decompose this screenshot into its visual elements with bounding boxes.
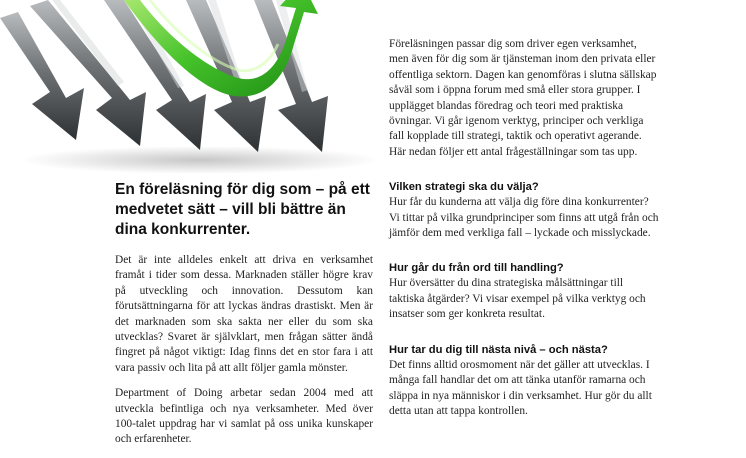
arrows-illustration-icon (0, 0, 380, 175)
headline: En föreläsning för dig som – på ett medvetet sätt – vill bli bättre än dina konkurrenter. (115, 181, 370, 238)
left-column (115, 180, 373, 458)
paragraph-intro: Det är inte alldeles enkelt att driva en verksamhet framåt i tider som dessa. Marknaden ställer högre krav på utveckling och innovation. Dessutom kan förutsättningarna för att lyckas ändras drastiskt. Men är det marknaden som ska sakta ner eller du som ska utvecklas? Svaret är självklart, men frågan sätter ändå fingret på något viktigt: Idag finns det en stor fara i att vara passiv och lita på att allt följer gamla mönster. (115, 254, 373, 374)
section-text: Hur får du kunderna att välja dig före dina konkurrenter? Vi tittar på vilka grundprinciper som finns att utgå från och jämför dem med verkliga fall – lyckade och misslyckade. (389, 196, 659, 240)
section-heading: Hur tar du dig till nästa nivå – och nästa? (389, 343, 608, 356)
section-text: Hur översätter du dina strategiska målsättningar till taktiska åtgärder? Vi visar exempel på vilka verktyg och insatser som ger konkreta resultat. (389, 277, 646, 321)
paragraph-audience: Föreläsningen passar dig som driver egen verksamhet, men även för dig som är tjänsteman inom den privata eller offentliga sektorn. Dagen kan genomföras i slutna sällskap såväl som i öppna forum med små eller stora grupper. I upplägget blandas föredrag och teori med praktiska övningar. Vi går igenom verktyg, principer och verkliga fall kopplade till strategi, taktik och operativt agerande. Här nedan följer ett antal frågeställningar som tas upp. (389, 38, 657, 158)
paragraph-about: Department of Doing arbetar sedan 2004 med att utveckla befintliga och nya verksamheter. Med över 100-talet uppdrag har vi samlat på oss unika kunskaper och erfarenheter. (115, 387, 373, 446)
section-heading: Hur går du från ord till handling? (389, 262, 564, 275)
section-text: Det finns alltid orosmoment när det gäller att utvecklas. I många fall handlar det om att tänka utanför ramarna och släppa in nya människor i din verksamhet. Hur gör du allt detta utan att tappa kontrollen. (389, 358, 652, 417)
section-heading: Vilken strategi ska du välja? (389, 181, 539, 194)
right-column (389, 37, 659, 429)
